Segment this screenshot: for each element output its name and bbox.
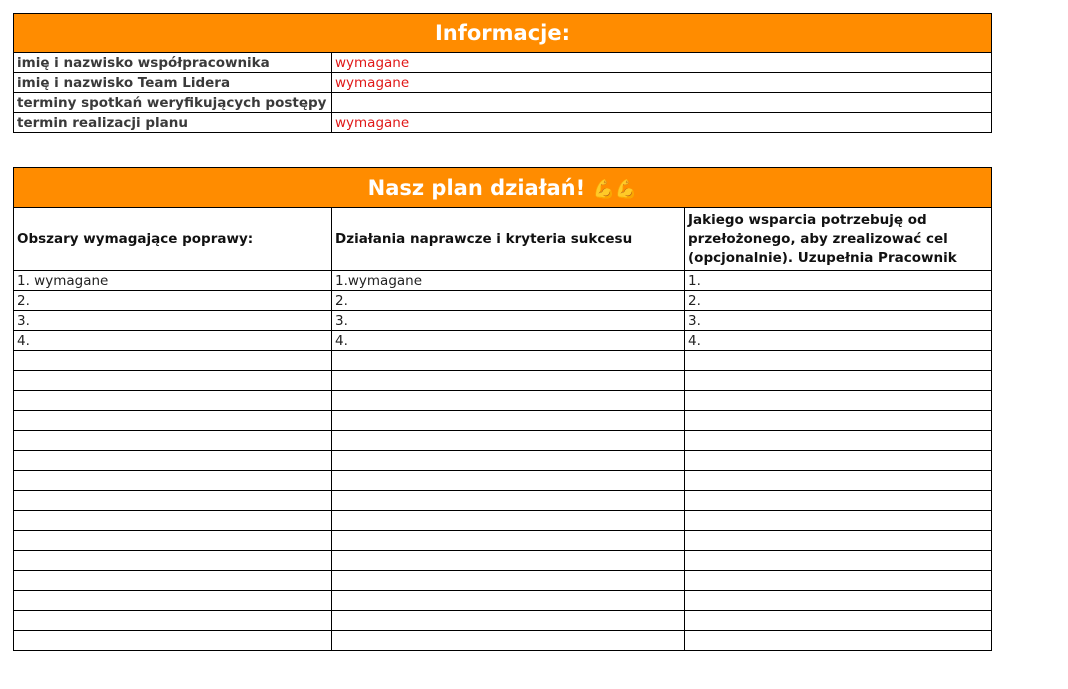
plan-empty-row [14,351,992,371]
plan-cell[interactable] [685,511,992,531]
plan-row [14,331,992,351]
plan-header-row [14,208,992,271]
plan-empty-row [14,551,992,571]
plan-cell[interactable]: 1.wymagane [332,271,685,291]
plan-cell[interactable] [14,411,332,431]
column-header-areas: Obszary wymagające poprawy: [14,208,332,271]
plan-cell[interactable] [685,531,992,551]
plan-cell[interactable]: 4. [332,331,685,351]
info-label: imię i nazwisko współpracownika [14,53,332,73]
plan-cell[interactable] [332,391,685,411]
info-label: terminy spotkań weryfikujących postępy [14,93,332,113]
plan-empty-row [14,411,992,431]
plan-empty-row [14,491,992,511]
plan-cell[interactable]: 4. [14,331,332,351]
plan-cell[interactable] [14,511,332,531]
plan-cell[interactable] [685,631,992,651]
plan-row [14,271,992,291]
column-header-support: Jakiego wsparcia potrzebuję od przełożonego, aby zrealizować cel (opcjonalnie). Uzupełnia Pracownik [685,208,992,271]
plan-row [14,291,992,311]
plan-cell[interactable] [332,431,685,451]
plan-cell[interactable] [685,571,992,591]
plan-cell[interactable] [14,571,332,591]
plan-cell[interactable]: 4. [685,331,992,351]
info-label: termin realizacji planu [14,113,332,133]
plan-cell[interactable] [332,551,685,571]
plan-cell[interactable] [14,351,332,371]
plan-cell[interactable] [14,531,332,551]
plan-cell[interactable] [14,591,332,611]
info-value-cell[interactable] [332,93,992,113]
plan-empty-row [14,451,992,471]
info-row [14,53,992,73]
plan-cell[interactable]: 3. [685,311,992,331]
plan-cell[interactable] [14,371,332,391]
info-row [14,73,992,93]
plan-cell[interactable]: 2. [332,291,685,311]
plan-cell[interactable] [685,371,992,391]
plan-cell[interactable] [14,391,332,411]
plan-cell[interactable]: 3. [14,311,332,331]
plan-cell[interactable] [332,571,685,591]
empty-rows [14,351,992,651]
plan-empty-row [14,531,992,551]
plan-empty-row [14,371,992,391]
plan-cell[interactable] [14,431,332,451]
plan-cell[interactable] [685,551,992,571]
info-table [13,13,992,133]
plan-cell[interactable] [14,471,332,491]
info-title: Informacje: [14,14,992,53]
plan-empty-row [14,611,992,631]
plan-row [14,311,992,331]
plan-cell[interactable] [685,491,992,511]
plan-cell[interactable] [332,511,685,531]
plan-table [13,167,992,651]
plan-title [14,168,992,208]
plan-cell[interactable]: 1. [685,271,992,291]
plan-cell[interactable] [332,591,685,611]
plan-cell[interactable] [685,591,992,611]
plan-empty-row [14,431,992,451]
plan-empty-row [14,631,992,651]
plan-cell[interactable]: 2. [685,291,992,311]
plan-title-text: Nasz plan działań! [367,175,586,200]
info-row [14,93,992,113]
plan-cell[interactable] [685,391,992,411]
info-value-cell[interactable]: wymagane [332,113,992,133]
plan-cell[interactable] [332,451,685,471]
info-row [14,113,992,133]
plan-cell[interactable] [332,491,685,511]
plan-cell[interactable] [332,531,685,551]
plan-cell[interactable] [685,471,992,491]
plan-cell[interactable] [14,491,332,511]
plan-cell[interactable] [14,451,332,471]
plan-cell[interactable] [14,631,332,651]
plan-empty-row [14,471,992,491]
plan-empty-row [14,391,992,411]
plan-cell[interactable] [332,471,685,491]
plan-cell[interactable] [685,451,992,471]
plan-cell[interactable] [332,371,685,391]
plan-cell[interactable]: 2. [14,291,332,311]
plan-cell[interactable] [685,411,992,431]
plan-cell[interactable] [685,611,992,631]
plan-cell[interactable] [685,351,992,371]
plan-cell[interactable] [332,611,685,631]
info-value-cell[interactable]: wymagane [332,73,992,93]
plan-cell[interactable]: 1. wymagane [14,271,332,291]
plan-cell[interactable] [332,631,685,651]
info-label: imię i nazwisko Team Lidera [14,73,332,93]
plan-empty-row [14,511,992,531]
info-value-cell[interactable]: wymagane [332,53,992,73]
plan-cell[interactable]: 3. [332,311,685,331]
plan-empty-row [14,591,992,611]
plan-cell[interactable] [332,351,685,371]
plan-cell[interactable] [14,611,332,631]
flexed-biceps-icon: 💪💪 [592,178,638,200]
plan-cell[interactable] [14,551,332,571]
plan-empty-row [14,571,992,591]
column-header-actions: Działania naprawcze i kryteria sukcesu [332,208,685,271]
plan-cell[interactable] [332,411,685,431]
plan-cell[interactable] [685,431,992,451]
